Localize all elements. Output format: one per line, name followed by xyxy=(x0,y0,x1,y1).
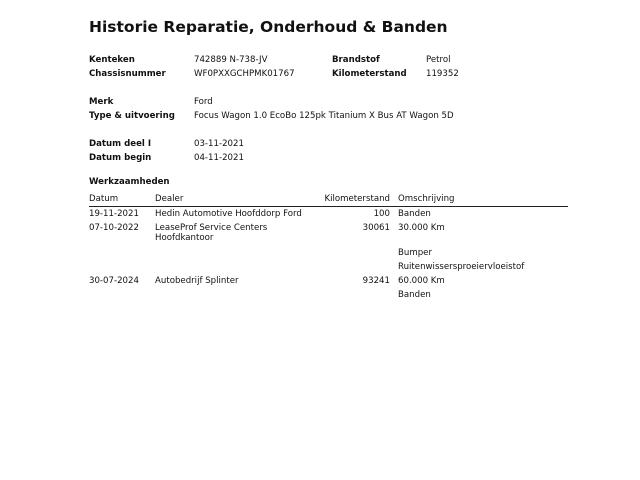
kenteken-label: Kenteken xyxy=(89,55,135,65)
brandstof-label: Brandstof xyxy=(332,55,380,65)
merk-label: Merk xyxy=(89,97,114,107)
type-label: Type & uitvoering xyxy=(89,111,175,121)
datum-deel-label: Datum deel I xyxy=(89,139,152,149)
row-kilometerstand: 93241 xyxy=(362,276,390,286)
column-header-kilometerstand: Kilometerstand xyxy=(324,194,390,204)
row-omschrijving-item: Banden xyxy=(398,209,431,219)
row-omschrijving-item: 60.000 Km xyxy=(398,276,445,286)
datum-begin-value: 04-11-2021 xyxy=(194,153,244,163)
column-header-datum: Datum xyxy=(89,194,119,204)
row-dealer: Autobedrijf Splinter xyxy=(155,276,239,286)
row-omschrijving-item: Banden xyxy=(398,290,431,300)
row-kilometerstand: 30061 xyxy=(362,223,390,233)
type-value: Focus Wagon 1.0 EcoBo 125pk Titanium X Bus AT Wagon 5D xyxy=(194,111,454,121)
merk-value: Ford xyxy=(194,97,213,107)
row-dealer-line2: Hoofdkantoor xyxy=(155,233,214,243)
column-header-omschrijving: Omschrijving xyxy=(398,194,455,204)
werkzaamheden-heading: Werkzaamheden xyxy=(89,177,170,187)
column-header-dealer: Dealer xyxy=(155,194,184,204)
row-dealer: LeaseProf Service Centers xyxy=(155,223,268,233)
row-omschrijving-item: Bumper xyxy=(398,248,432,258)
row-kilometerstand: 100 xyxy=(373,209,390,219)
brandstof-value: Petrol xyxy=(426,55,451,65)
kilometerstand-value: 119352 xyxy=(426,69,459,79)
row-datum: 30-07-2024 xyxy=(89,276,139,286)
kenteken-value: 742889 N-738-JV xyxy=(194,55,268,65)
row-datum: 07-10-2022 xyxy=(89,223,139,233)
row-omschrijving-item: Ruitenwissersproeiervloeistof xyxy=(398,262,525,272)
kilometerstand-label: Kilometerstand xyxy=(332,69,407,79)
datum-begin-label: Datum begin xyxy=(89,153,152,163)
datum-deel-value: 03-11-2021 xyxy=(194,139,244,149)
chassis-value: WF0PXXGCHPMK01767 xyxy=(194,69,295,79)
page-title: Historie Reparatie, Onderhoud & Banden xyxy=(89,18,448,36)
row-dealer: Hedin Automotive Hoofddorp Ford xyxy=(155,209,302,219)
row-datum: 19-11-2021 xyxy=(89,209,139,219)
row-omschrijving-item: 30.000 Km xyxy=(398,223,445,233)
chassis-label: Chassisnummer xyxy=(89,69,166,79)
table-header-divider xyxy=(89,206,568,207)
